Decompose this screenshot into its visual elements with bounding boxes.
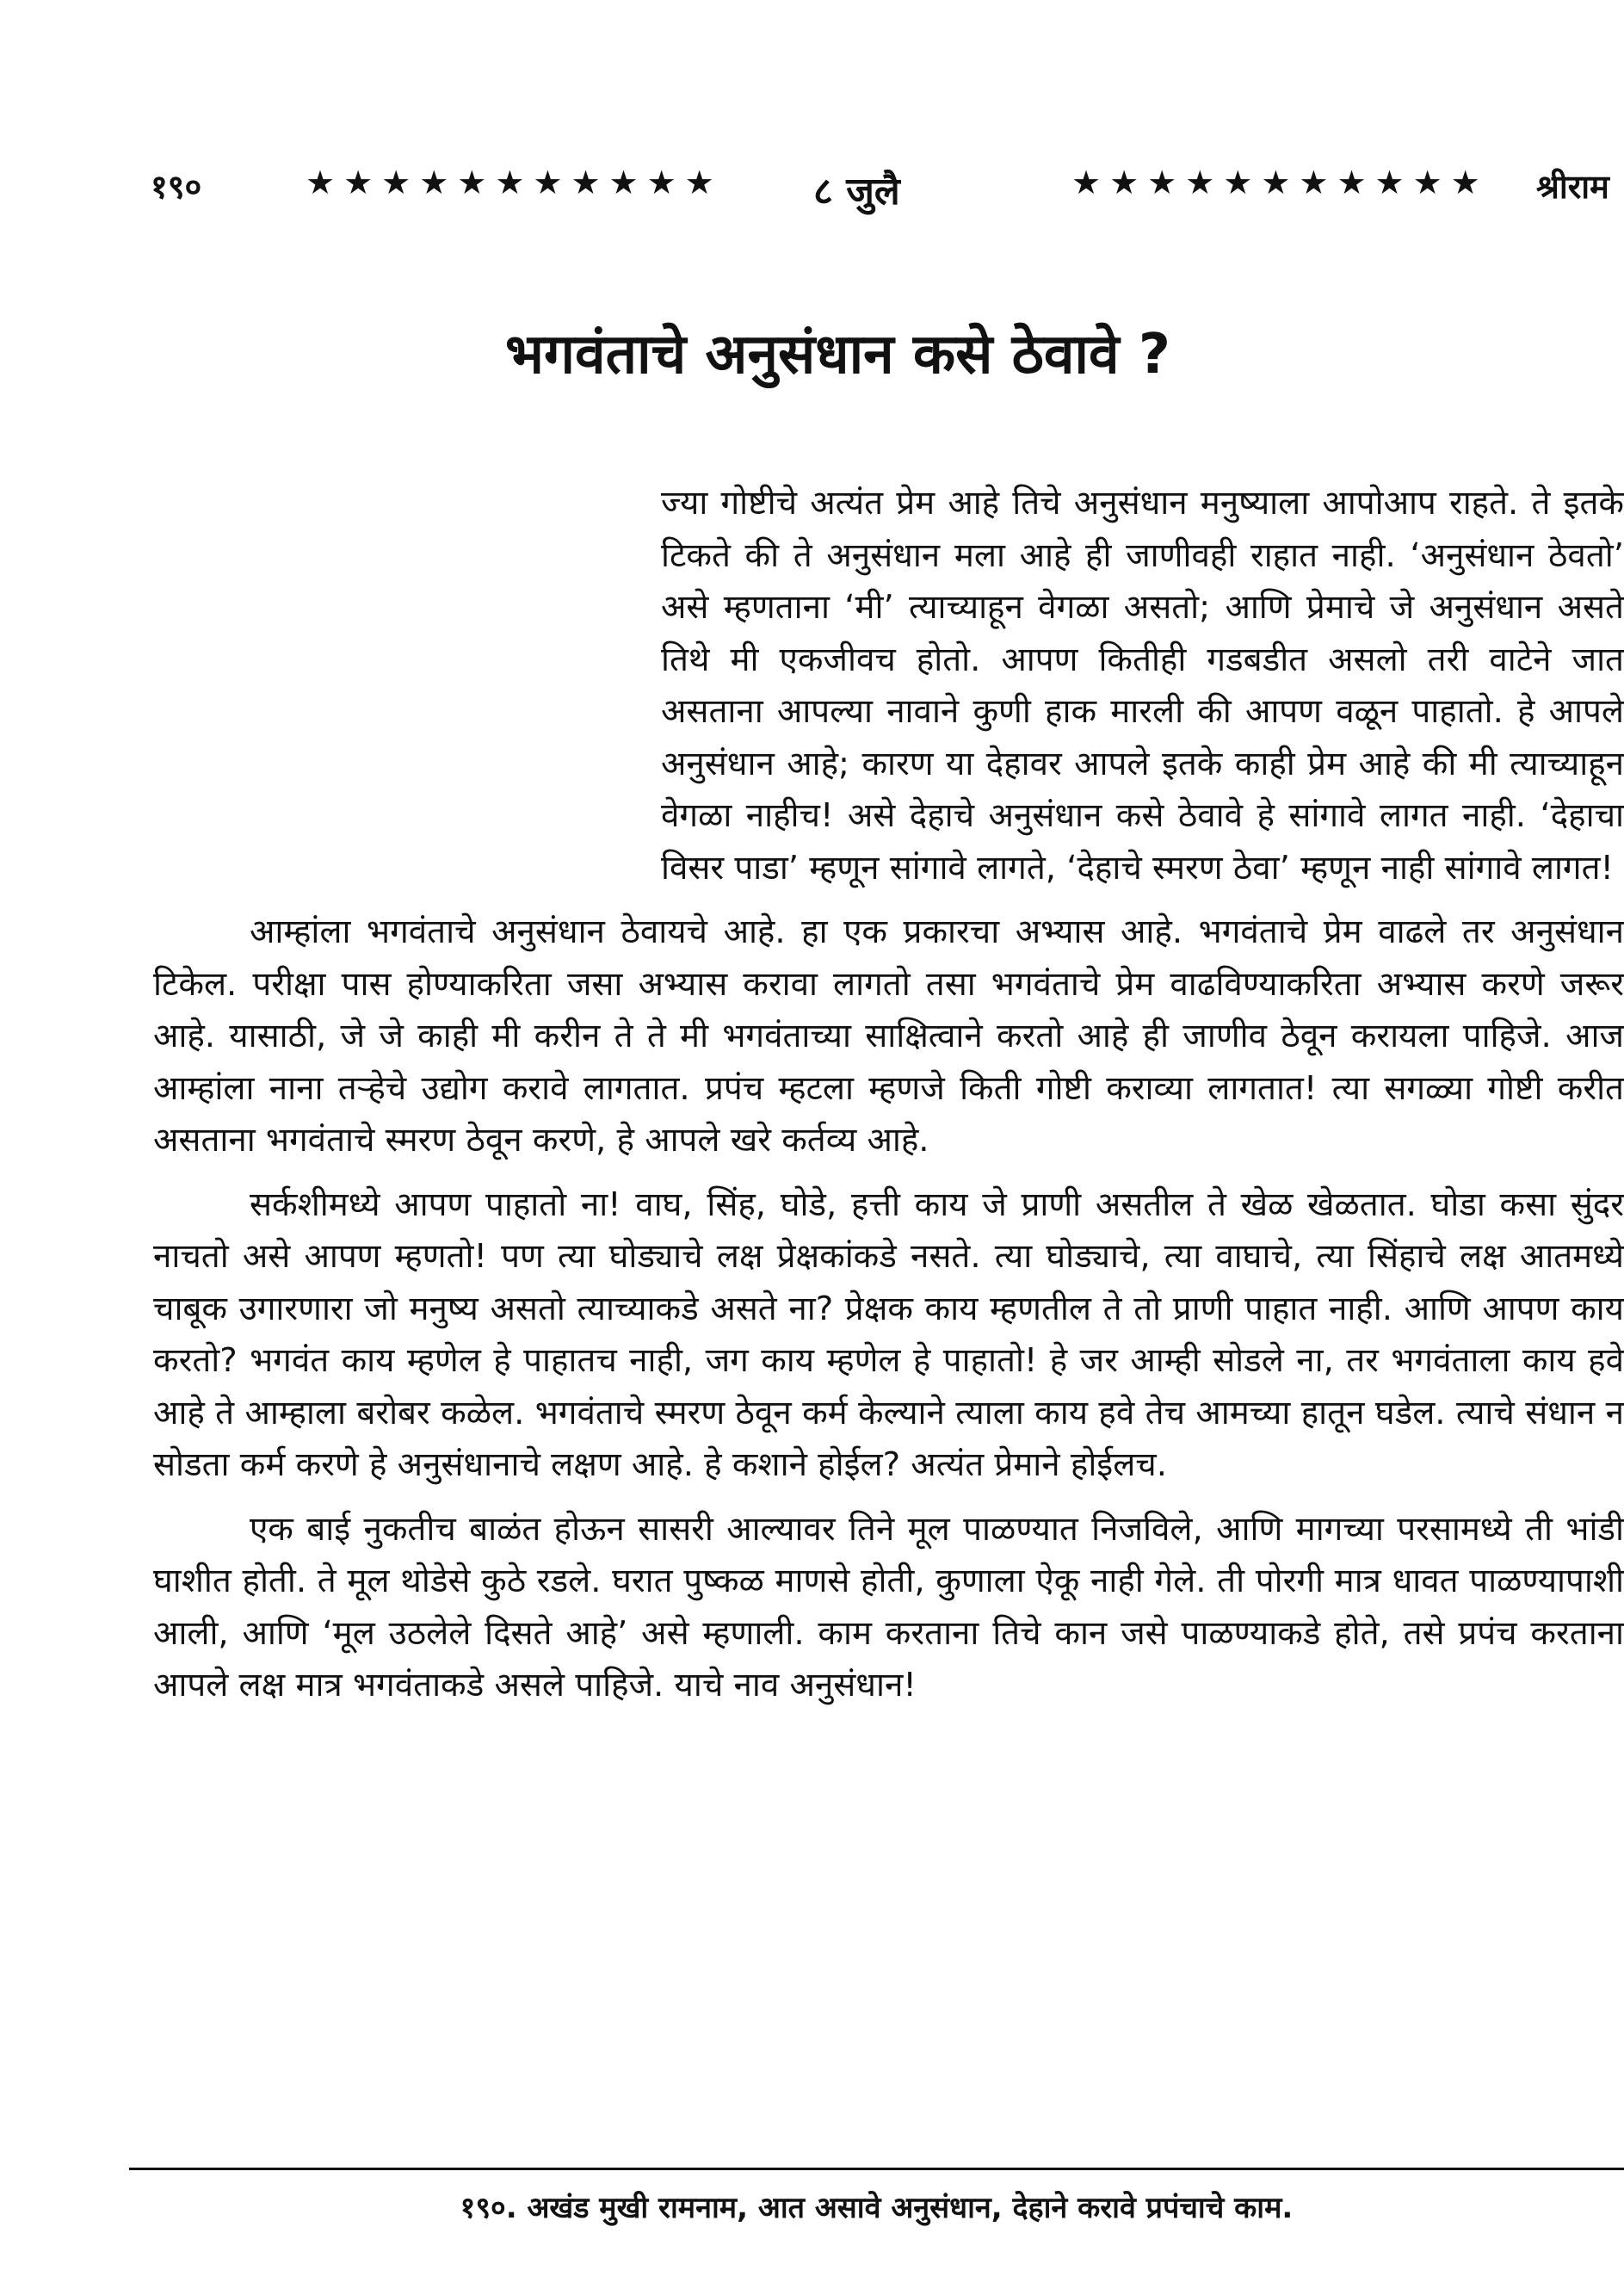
header-brand: श्रीराम <box>1536 168 1609 206</box>
paragraph-3: सर्कशीमध्ये आपण पाहातो ना! वाघ, सिंह, घोडे, हत्ती काय जे प्राणी असतील ते खेळ खेळतात. घोडा कसा सुंदर नाचतो असे आपण म्हणतो! पण त्या घोड्याचे लक्ष प्रेक्षकांकडे नसते. त्या घोड्याचे, त्या वाघाचे, त्या सिंहाचे लक्ष आतमध्ये चाबूक उगारणारा जो मनुष्य असतो त्याच्याकडे असते ना? प्रेक्षक काय म्हणतील ते तो प्राणी पाहात नाही. आणि आपण काय करतो? भगवंत काय म्हणेल हे पाहातच नाही, जग काय म्हणेल हे पाहातो! हे जर आम्ही सोडले ना, तर भगवंताला काय हवे आहे ते आम्हाला बरोबर कळेल. भगवंताचे स्मरण ठेवून कर्म केल्याने त्याला काय हवे तेच आमच्या हातून घडेल. त्याचे संधान न सोडता कर्म करणे हे अनुसंधानाचे लक्षण आहे. हे कशाने होईल? अत्यंत प्रेमाने होईलच. <box>153 1185 1624 1484</box>
page-number: १९० <box>151 168 202 206</box>
paragraph-1-text: ज्या गोष्टीचे अत्यंत प्रेम आहे तिचे अनुसंधान मनुष्याला आपोआप राहते. ते इतके टिकते की ते अनुसंधान मला आहे ही जाणीवही राहात नाही. ‘अनुसंधान ठेवतो’ असे म्हणताना ‘मी’ त्याच्याहून वेगळा असतो; आणि प्रेमाचे जे अनुसंधान असते तिथे मी एकजीवच होतो. आपण कितीही गडबडीत असलो तरी वाटेने जात असताना आपल्या नावाने कुणी हाक मारली की आपण वळून पाहातो. हे आपले अनुसंधान आहे; कारण या देहावर आपले इतके काही प्रेम आहे की मी त्याच्याहून वेगळा नाहीच! असे देहाचे अनुसंधान कसे ठेवावे हे सांगावे लागत नाही. ‘देहाचा विसर पाडा’ म्हणून सांगावे लागते, ‘देहाचे स्मरण ठेवा’ म्हणून नाही सांगावे लागत! <box>661 484 1624 888</box>
paragraph-4: एक बाई नुकतीच बाळंत होऊन सासरी आल्यावर तिने मूल पाळण्यात निजविले, आणि मागच्या परसामध्ये ती भांडी घाशीत होती. ते मूल थोडेसे कुठे रडले. घरात पुष्कळ माणसे होती, कुणाला ऐकू नाही गेले. ती पोरगी मात्र धावत पाळण्यापाशी आली, आणि ‘मूल उठलेले दिसते आहे’ असे म्हणाली. काम करताना तिचे कान जसे पाळण्याकडे होते, तसे प्रपंच करताना आपले लक्ष मात्र भगवंताकडे असले पाहिजे. याचे नाव अनुसंधान! <box>153 1509 1624 1704</box>
decorative-stars-left: ★★★★★★★★★★★ <box>306 164 723 201</box>
header-date: ८ जुलै <box>813 170 900 213</box>
article-body <box>153 478 1624 1712</box>
page-title: भगवंताचे अनुसंधान कसे ठेवावे ? <box>504 323 1171 387</box>
footnote-divider <box>129 2168 1624 2170</box>
footnote: १९०. अखंड मुखी रामनाम, आत असावे अनुसंधान, देहाने करावे प्रपंचाचे काम. <box>460 2191 1294 2225</box>
paragraph-2: आम्हांला भगवंताचे अनुसंधान ठेवायचे आहे. हा एक प्रकारचा अभ्यास आहे. भगवंताचे प्रेम वाढले तर अनुसंधान टिकेल. परीक्षा पास होण्याकरिता जसा अभ्यास करावा लागतो तसा भगवंताचे प्रेम वाढविण्याकरिता अभ्यास करणे जरूर आहे. यासाठी, जे जे काही मी करीन ते ते मी भगवंताच्या साक्षित्वाने करतो आहे ही जाणीव ठेवून करायला पाहिजे. आज आम्हांला नाना तऱ्हेचे उद्योग करावे लागतात. प्रपंच म्हटला म्हणजे किती गोष्टी कराव्या लागतात! त्या सगळ्या गोष्टी करीत असताना भगवंताचे स्मरण ठेवून करणे, हे आपले खरे कर्तव्य आहे. <box>153 912 1624 1160</box>
decorative-stars-right: ★★★★★★★★★★★ <box>1071 164 1489 201</box>
paragraph-1 <box>153 478 1624 894</box>
page-header <box>151 164 1624 215</box>
